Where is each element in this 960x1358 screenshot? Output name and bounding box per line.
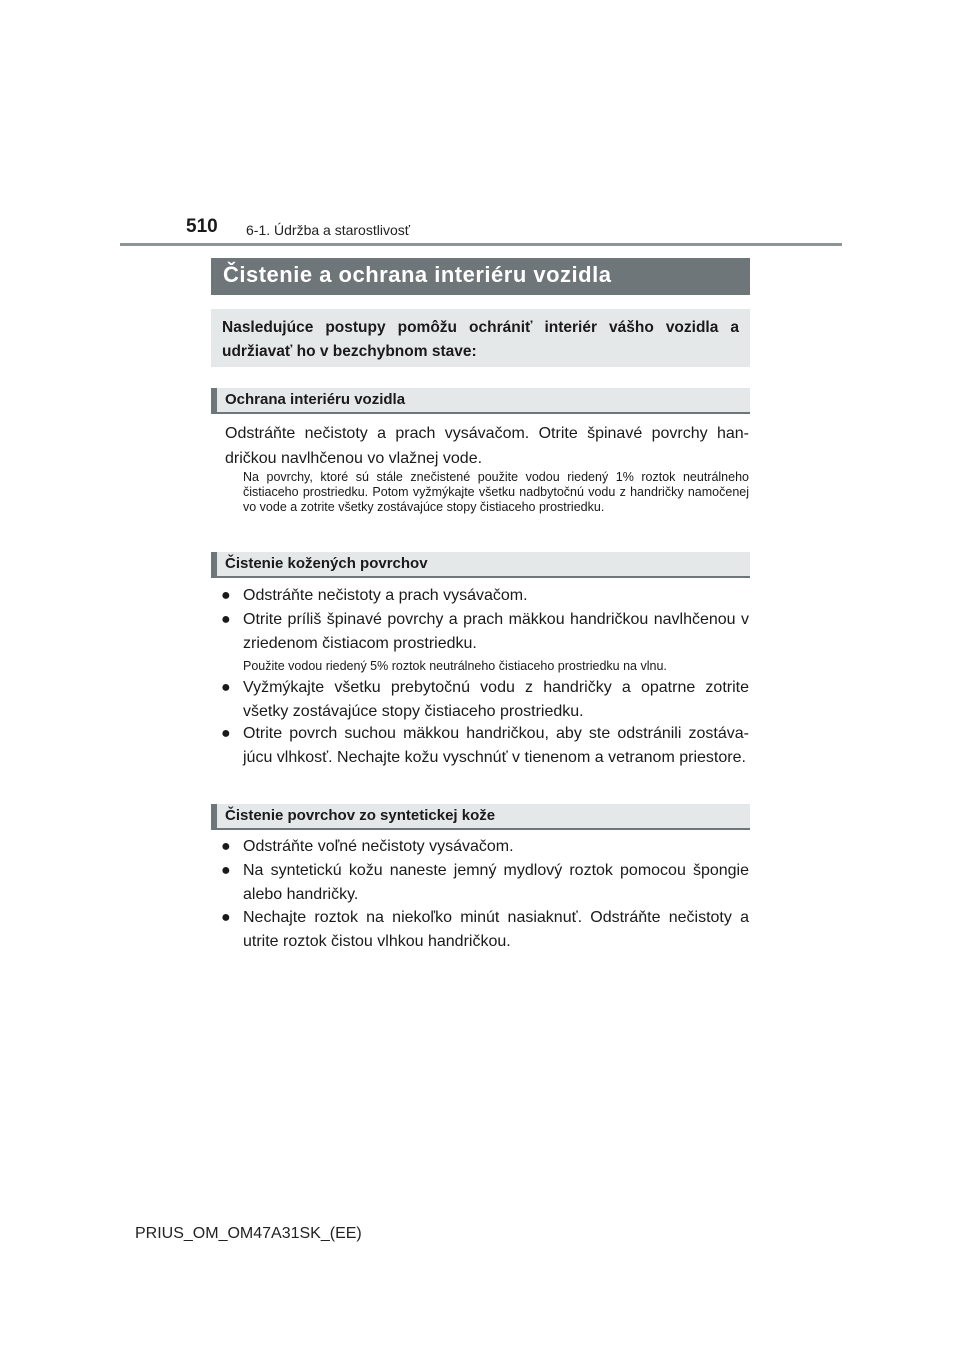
footer-document-code: PRIUS_OM_OM47A31SK_(EE) <box>135 1225 362 1242</box>
header-rule <box>120 243 842 246</box>
paragraph-interior-protection: Odstráňte nečistoty a prach vysávačom. Otrite špinavé povrchy handričkou navlhčenou vo vlažnej vode. <box>225 425 749 467</box>
note-interior-protection: Na povrchy, ktoré sú stále znečistené použite vodou riedený 1% roztok neutrálneho čistiaceho prostriedku. Potom vyžmýkajte všetku nadbytočnú vodu z handričky namočenej vo vode a zotrite všetky zostávajúce stopy čistiaceho prostriedku. <box>243 470 749 514</box>
list-item <box>221 722 749 770</box>
bullet-icon: ● <box>221 862 231 879</box>
list-item-text: Otrite príliš špinavé povrchy a prach mäkkou handričkou navlhčenou v zriedenom čistiacom prostriedku. <box>243 611 749 652</box>
subheading-synthetic-leather-cleaning: Čistenie povrchov zo syntetickej kože <box>211 804 750 830</box>
page-title: Čistenie a ochrana interiéru vozidla <box>211 258 750 295</box>
list-item-text: Odstráňte voľné nečistoty vysávačom. <box>243 838 514 855</box>
intro-box: Nasledujúce postupy pomôžu ochrániť interiér vášho vozidla a udržiavať ho v bezchybnom stave: <box>211 309 750 367</box>
page-number: 510 <box>186 216 218 237</box>
note-leather-cleaning: Použite vodou riedený 5% roztok neutrálneho čistiaceho prostriedku na vlnu. <box>243 659 667 673</box>
bullet-icon: ● <box>221 838 231 855</box>
list-item-text: Nechajte roztok na niekoľko minút nasiaknuť. Odstráňte nečistoty a utrite roztok čistou vlhkou handričkou. <box>243 909 749 950</box>
bullet-icon: ● <box>221 611 231 628</box>
bullet-icon: ● <box>221 679 231 696</box>
subheading-leather-cleaning: Čistenie kožených povrchov <box>211 552 750 578</box>
list-item-text: Vyžmýkajte všetku prebytočnú vodu z handričky a opatrne zotrite všetky zostávajúce stopy čistiaceho prostriedku. <box>243 679 749 720</box>
bullet-icon: ● <box>221 587 231 604</box>
subheading-interior-protection: Ochrana interiéru vozidla <box>211 388 750 414</box>
list-item <box>221 835 749 859</box>
list-item <box>221 608 749 656</box>
section-path: 6-1. Údržba a starostlivosť <box>246 222 410 238</box>
list-item-text: Na syntetickú kožu naneste jemný mydlový roztok pomocou špongie alebo handričky. <box>243 862 749 903</box>
list-item <box>221 906 749 954</box>
list-item <box>221 676 749 724</box>
list-item-text: Otrite povrch suchou mäkkou handričkou, aby ste odstránili zostávajúcu vlhkosť. Nechajte kožu vyschnúť v tienenom a vetranom priestore. <box>243 725 749 766</box>
list-item-text: Odstráňte nečistoty a prach vysávačom. <box>243 587 528 604</box>
list-item <box>221 584 749 608</box>
bullet-icon: ● <box>221 909 231 926</box>
bullet-icon: ● <box>221 725 231 742</box>
list-item <box>221 859 749 907</box>
